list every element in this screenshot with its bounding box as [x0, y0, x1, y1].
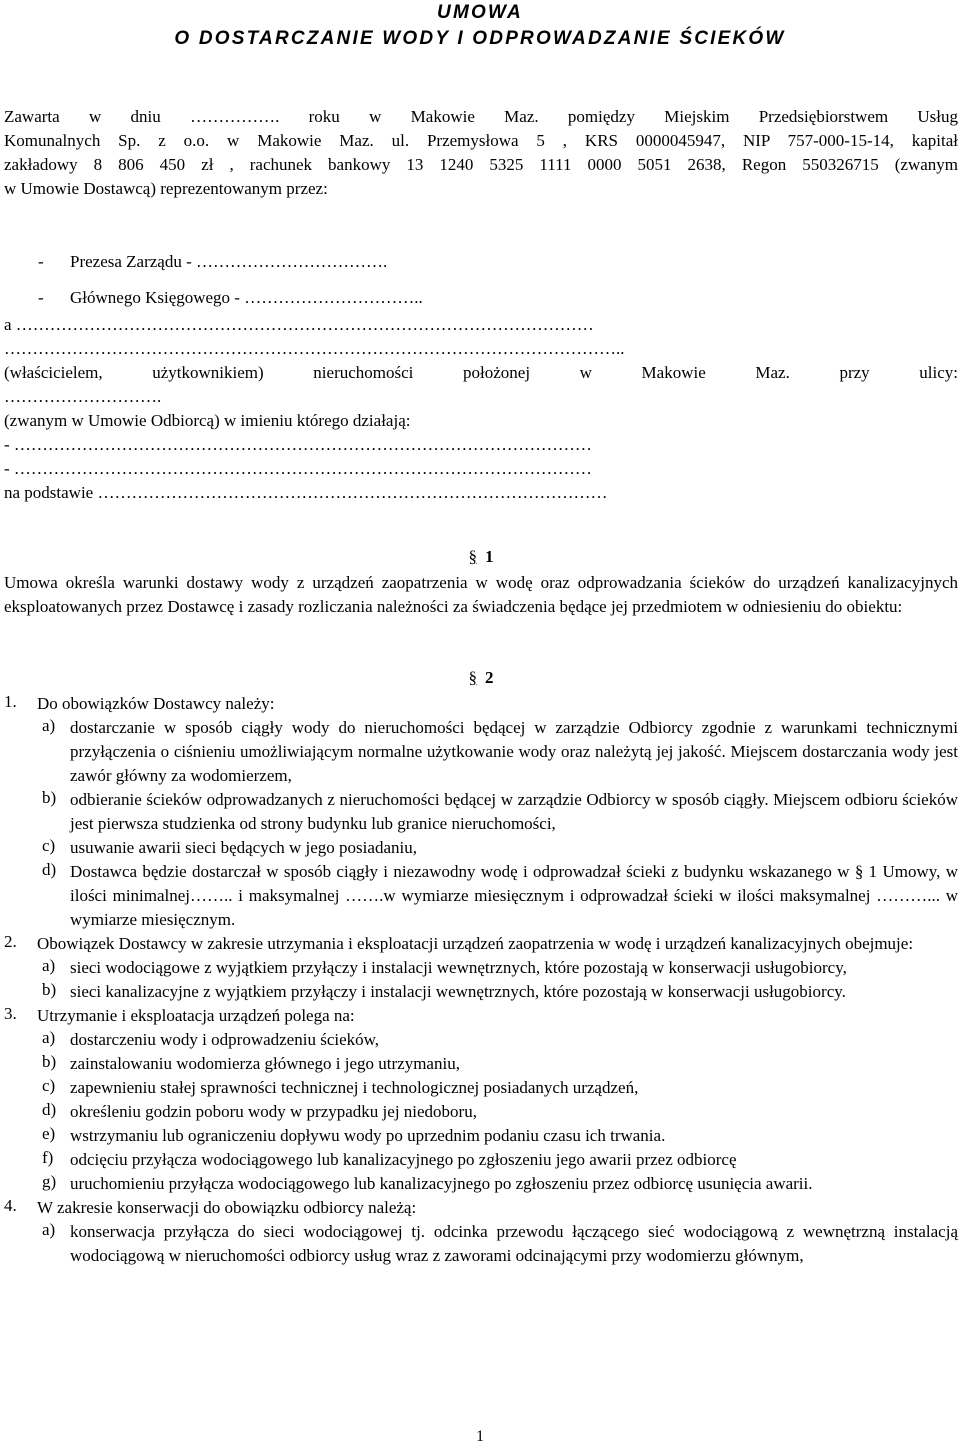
- rep-accountant-text: Głównego Księgowego - …………………………..: [70, 288, 423, 307]
- intro-line-4: w Umowie Dostawcą) reprezentowanym przez:: [4, 179, 328, 198]
- owner-line: (właścicielem, użytkownikiem) nieruchomości położonej w Makowie Maz. przy ulicy:: [4, 363, 958, 382]
- sub-item-text: usuwanie awarii sieci będących w jego posiadaniu,: [70, 838, 417, 857]
- item-text: Obowiązek Dostawcy w zakresie utrzymania i eksploatacji urządzeń zaopatrzenia w wodę i urządzeń kanalizacyjnych obejmuje:: [37, 934, 914, 953]
- sub-item-text: dostarczanie w sposób ciągły wody do nieruchomości będącej w zarządzie Odbiorcy zgodnie z warunkami technicznymi przyłączenia o ciśnieniu umożliwiającym normalne użytkowanie wody oraz należytą jej jakość. Miejscem dostarczania wody jest zawór główny za wodomierzem,: [70, 718, 958, 785]
- document-subtitle: O DOSTARCZANIE WODY I ODPROWADZANIE ŚCIEKÓW: [174, 28, 786, 49]
- paragraph-1: [4, 545, 958, 619]
- obligation-item: [4, 932, 958, 1004]
- intro-line-1: Zawarta w dniu ……………. roku w Makowie Maz. pomiędzy Miejskim Przedsiębiorstwem Usług: [4, 107, 958, 126]
- sub-item-text: wstrzymaniu lub ograniczeniu dopływu wody po uprzednim podaniu czasu ich trwania.: [70, 1126, 666, 1145]
- sub-item-letter: a): [42, 716, 56, 735]
- sub-item-text: określeniu godzin poboru wody w przypadku jej niedoboru,: [70, 1102, 477, 1121]
- sub-item-text: sieci kanalizacyjne z wyjątkiem przyłączy i instalacji wewnętrznych, które pozostają w konserwacji usługobiorcy.: [70, 982, 846, 1001]
- sub-item-text: sieci wodociągowe z wyjątkiem przyłączy i instalacji wewnętrznych, które pozostają w konserwacji usługobiorcy,: [70, 958, 847, 977]
- paragraph-1-heading: [4, 545, 958, 569]
- rep-president-text: Prezesa Zarządu - …………………………….: [70, 252, 388, 271]
- paragraph-2-heading: [4, 666, 958, 690]
- rep-accountant: [4, 286, 958, 310]
- sub-item-letter: b): [42, 1052, 57, 1071]
- item-number: 3.: [4, 1004, 17, 1023]
- section-sign: §: [468, 547, 477, 566]
- sub-item: [37, 860, 958, 932]
- basis-line: na podstawie ………………………………………………………………………………: [4, 483, 608, 502]
- sub-item-letter: a): [42, 956, 56, 975]
- sub-list: [37, 956, 958, 1004]
- dash-marker: -: [38, 252, 44, 271]
- intro-block: [4, 105, 958, 201]
- sub-item: [37, 1172, 958, 1196]
- sub-item-text: uruchomieniu przyłącza wodociągowego lub kanalizacyjnego po zgłoszeniu przez odbiorcę usunięcia awarii.: [70, 1174, 813, 1193]
- obligation-item: [4, 692, 958, 932]
- sub-list: [37, 1028, 958, 1196]
- paragraph-1-text: Umowa określa warunki dostawy wody z urządzeń zaopatrzenia w wodę oraz odprowadzania ścieków do urządzeń kanalizacyjnych eksploatowanych przez Dostawcę i zasady rozliczania należności za świadczenia będące jej przedmiotem w odniesieniu do obiektu:: [4, 573, 958, 616]
- sub-item-letter: e): [42, 1124, 56, 1143]
- sub-item-letter: d): [42, 1100, 57, 1119]
- sub-list: [37, 716, 958, 932]
- representatives-block: [4, 250, 958, 310]
- sub-item-letter: b): [42, 980, 57, 999]
- sub-item: [37, 1052, 958, 1076]
- party-a-line: a …………………………………………………………………………………………: [4, 315, 594, 334]
- item-number: 4.: [4, 1196, 17, 1215]
- document-title: UMOWA: [437, 2, 523, 23]
- obligation-item: [4, 1196, 958, 1268]
- intro-line-2: Komunalnych Sp. z o.o. w Makowie Maz. ul. Przemysłowa 5 , KRS 0000045947, NIP 757-000-15-14, kapitał: [4, 131, 958, 150]
- sub-list: [37, 1220, 958, 1268]
- item-text: Utrzymanie i eksploatacja urządzeń polega na:: [37, 1006, 355, 1025]
- intro-line-3: zakładowy 8 806 450 zł , rachunek bankowy 13 1240 5325 1111 0000 5051 2638, Regon 550326715 (zwanym: [4, 155, 958, 174]
- sub-item-text: zainstalowaniu wodomierza głównego i jego utrzymaniu,: [70, 1054, 460, 1073]
- party-block: [4, 313, 958, 505]
- page-number: 1: [476, 1428, 484, 1445]
- sub-item: [37, 1100, 958, 1124]
- sub-item-text: odbieranie ścieków odprowadzanych z nieruchomości będącej w zarządzie Odbiorcy w sposób ciągły. Miejscem odbioru ścieków jest pierwsza studzienka od strony budynku lub granice nieruchomości,: [70, 790, 958, 833]
- sub-item: [37, 1124, 958, 1148]
- recipient-rep-1: - …………………………………………………………………………………………: [4, 435, 592, 454]
- sub-item-letter: c): [42, 1076, 56, 1095]
- sub-item-letter: b): [42, 788, 57, 807]
- sub-item-text: dostarczeniu wody i odprowadzeniu ścieków,: [70, 1030, 380, 1049]
- item-text: W zakresie konserwacji do obowiązku odbiorcy należą:: [37, 1198, 417, 1217]
- recipient-line: (zwanym w Umowie Odbiorcą) w imieniu którego działają:: [4, 411, 411, 430]
- sub-item-letter: c): [42, 836, 56, 855]
- sub-item: [37, 980, 958, 1004]
- paragraph-2: [4, 666, 958, 1268]
- dash-marker: -: [38, 288, 44, 307]
- item-number: 2.: [4, 932, 17, 951]
- sub-item-text: zapewnieniu stałej sprawności technicznej i technologicznej posiadanych urządzeń,: [70, 1078, 639, 1097]
- party-dots-line: ………………………………………………………………………………………………..: [4, 339, 625, 358]
- sub-item-letter: a): [42, 1220, 56, 1239]
- sub-item-text: konserwacja przyłącza do sieci wodociągowej tj. odcinka przewodu łączącego sieć wodociągową z wewnętrzną instalacją wodociągową w nieruchomości odbiorcy usług wraz z zaworami odcinającymi przy wodomierzu głównym,: [70, 1222, 958, 1265]
- sub-item: [37, 1028, 958, 1052]
- sub-item-letter: d): [42, 860, 57, 879]
- rep-president: [4, 250, 958, 274]
- sub-item-text: odcięciu przyłącza wodociągowego lub kanalizacyjnego po zgłoszeniu jego awarii przez odbiorcę: [70, 1150, 737, 1169]
- paragraph-2-list: [4, 692, 958, 1268]
- recipient-rep-2: - …………………………………………………………………………………………: [4, 459, 592, 478]
- sub-item-text: Dostawca będzie dostarczał w sposób ciągły i niezawodny wodę i odprowadzał ścieki z budynku wskazanego w § 1 Umowy, w ilości minimalnej…….. i maksymalnej …….w wymiarze miesięcznym i odprowadzał ścieki w ilości maksymalnej ………... w wymiarze miesięcznym.: [70, 862, 958, 929]
- sub-item: [37, 1220, 958, 1268]
- sub-item-letter: f): [42, 1148, 54, 1167]
- obligation-item: [4, 1004, 958, 1196]
- sub-item: [37, 788, 958, 836]
- sub-item: [37, 956, 958, 980]
- sub-item: [37, 716, 958, 788]
- item-number: 1.: [4, 692, 17, 711]
- section-sign: §: [468, 668, 477, 687]
- sub-item-letter: a): [42, 1028, 56, 1047]
- paragraph-1-number: 1: [485, 547, 494, 566]
- owner-dots: ……………………….: [4, 387, 162, 406]
- sub-item: [37, 1148, 958, 1172]
- item-text: Do obowiązków Dostawcy należy:: [37, 694, 275, 713]
- sub-item: [37, 836, 958, 860]
- sub-item: [37, 1076, 958, 1100]
- paragraph-2-number: 2: [485, 668, 494, 687]
- sub-item-letter: g): [42, 1172, 57, 1191]
